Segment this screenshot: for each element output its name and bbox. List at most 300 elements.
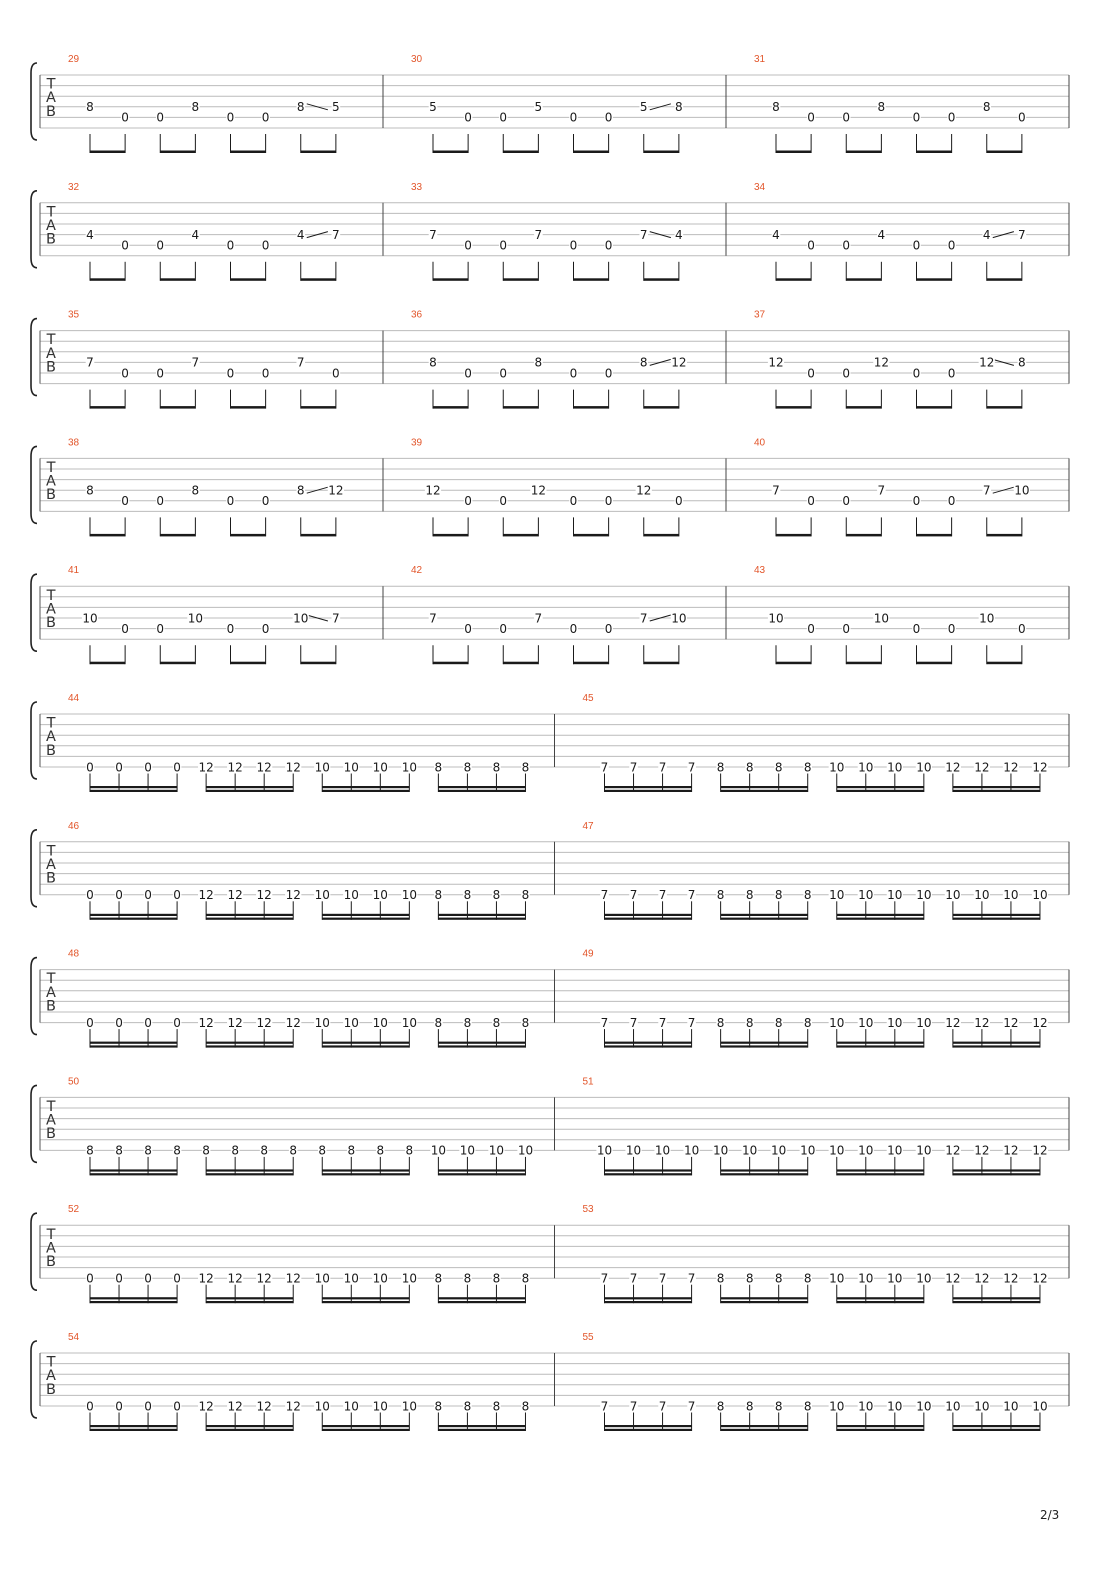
- fret-number: 5: [639, 100, 648, 115]
- fret-number: 0: [842, 621, 851, 636]
- fret-number: 10: [858, 1015, 874, 1030]
- fret-number: 8: [521, 1399, 530, 1414]
- measure-number: 47: [582, 820, 594, 832]
- beat-pair: [768, 356, 816, 409]
- fret-number: 8: [803, 760, 812, 775]
- beam: [953, 1042, 1040, 1044]
- fret-number: 0: [499, 621, 508, 636]
- sixteenth-group: [314, 888, 417, 920]
- fret-number: 8: [803, 1015, 812, 1030]
- tab-clef-letter: T: [46, 1226, 56, 1243]
- beam: [605, 1301, 692, 1303]
- fret-number: 10: [858, 760, 874, 775]
- sixteenth-group: [314, 1272, 417, 1304]
- fret-number: 8: [774, 888, 783, 903]
- beat-pair: [86, 484, 130, 537]
- beat-pair: [499, 484, 547, 537]
- measure: [68, 1204, 555, 1303]
- beam: [837, 914, 924, 916]
- beam: [90, 534, 125, 537]
- fret-number: 4: [877, 227, 886, 242]
- fret-number: 0: [569, 494, 578, 509]
- fret-number: 8: [191, 100, 200, 115]
- measure-number: 38: [68, 437, 80, 449]
- sixteenth-group: [86, 760, 182, 792]
- fret-number: 10: [625, 1143, 642, 1158]
- fret-number: 0: [173, 1399, 181, 1414]
- beam: [837, 1425, 924, 1427]
- fret-number: 12: [198, 1271, 214, 1286]
- tab-system: [31, 54, 1069, 153]
- sixteenth-group: [314, 1016, 417, 1048]
- sixteenth-group: [434, 888, 530, 920]
- system-bracket: [31, 574, 37, 651]
- fret-number: 7: [86, 355, 94, 370]
- fret-number: 7: [687, 760, 696, 775]
- fret-number: 8: [463, 760, 472, 775]
- fret-number: 10: [401, 888, 417, 903]
- beam: [503, 278, 538, 281]
- fret-number: 0: [604, 621, 613, 636]
- fret-number: 10: [1014, 483, 1030, 498]
- beam: [721, 1042, 808, 1044]
- fret-number: 8: [877, 100, 886, 115]
- fret-number: 7: [772, 483, 780, 498]
- sixteenth-group: [600, 888, 696, 920]
- beam: [160, 278, 195, 281]
- beam: [503, 151, 538, 154]
- fret-number: 0: [173, 760, 181, 775]
- measure: [583, 1204, 1070, 1303]
- fret-number: 8: [202, 1143, 210, 1158]
- fret-number: 12: [227, 1271, 243, 1286]
- fret-number: 8: [675, 100, 683, 115]
- tab-system: [31, 437, 1069, 536]
- beat-pair: [842, 100, 886, 153]
- beat-pair: [842, 484, 886, 537]
- fret-number: 8: [434, 1015, 443, 1030]
- fret-number: 7: [629, 760, 638, 775]
- beam: [721, 786, 808, 788]
- fret-number: 0: [115, 1271, 123, 1286]
- beat-pair: [982, 228, 1026, 281]
- fret-number: 10: [979, 611, 995, 626]
- beam: [301, 406, 336, 409]
- sixteenth-group: [945, 760, 1048, 792]
- tab-clef-letter: T: [46, 332, 56, 349]
- fret-number: 12: [425, 483, 441, 498]
- fret-number: 8: [492, 760, 501, 775]
- fret-number: 10: [654, 1143, 671, 1158]
- beam: [721, 918, 808, 920]
- fret-number: 8: [434, 888, 443, 903]
- beat-pair: [156, 484, 200, 537]
- tab-clef-letter: A: [46, 1240, 56, 1257]
- fret-number: 7: [429, 227, 437, 242]
- fret-number: 8: [318, 1143, 327, 1158]
- fret-number: 0: [499, 238, 508, 253]
- fret-number: 10: [596, 1143, 613, 1158]
- tab-clef-letter: T: [46, 204, 56, 221]
- beam: [90, 1045, 177, 1047]
- fret-number: 8: [463, 1399, 472, 1414]
- fret-number: 12: [974, 1271, 990, 1286]
- fret-number: 0: [912, 110, 921, 125]
- measure-number: 29: [68, 54, 80, 65]
- beam: [776, 151, 811, 154]
- sixteenth-group: [86, 1144, 182, 1176]
- measure-number: 39: [411, 437, 423, 449]
- fret-number: 10: [858, 1399, 874, 1414]
- measure: [583, 949, 1070, 1048]
- fret-number: 0: [261, 366, 270, 381]
- sixteenth-group: [430, 1144, 533, 1176]
- sixteenth-group: [829, 1399, 932, 1431]
- tab-clef-letter: T: [46, 587, 56, 604]
- measure-number: 50: [68, 1076, 80, 1088]
- sixteenth-group: [434, 1399, 530, 1431]
- beam: [438, 1173, 525, 1175]
- beam: [917, 151, 952, 154]
- fret-number: 0: [144, 1015, 152, 1030]
- tab-clef-letter: T: [46, 460, 56, 476]
- sixteenth-group: [86, 1016, 182, 1048]
- fret-number: 0: [912, 621, 921, 636]
- sixteenth-group: [716, 1272, 812, 1304]
- fret-number: 5: [534, 100, 543, 115]
- fret-number: 12: [1003, 760, 1019, 775]
- beam: [953, 1297, 1040, 1299]
- fret-number: 10: [771, 1143, 787, 1158]
- fret-number: 8: [1018, 355, 1026, 370]
- fret-number: 10: [974, 888, 990, 903]
- tab-system: [31, 821, 1069, 920]
- fret-number: 8: [429, 355, 437, 370]
- measure: [754, 310, 1069, 409]
- measure-number: 53: [582, 1204, 594, 1216]
- fret-number: 0: [173, 1015, 181, 1030]
- tab-clef-letter: B: [46, 1126, 56, 1143]
- tab-clef-letter: T: [46, 1099, 56, 1115]
- fret-number: 0: [842, 110, 851, 125]
- measure-number: 46: [68, 820, 80, 832]
- fret-number: 0: [115, 888, 123, 903]
- fret-number: 7: [687, 1271, 696, 1286]
- fret-number: 0: [144, 1271, 152, 1286]
- fret-number: 12: [768, 355, 784, 370]
- beam: [917, 662, 952, 665]
- fret-number: 0: [144, 888, 152, 903]
- beam: [90, 662, 125, 665]
- fret-number: 8: [982, 100, 991, 115]
- beam: [605, 1169, 692, 1171]
- beam: [837, 1169, 924, 1171]
- page-number: 2/3: [1040, 1508, 1060, 1522]
- tab-system: [31, 693, 1069, 792]
- fret-number: 12: [227, 1399, 243, 1414]
- system-bracket: [31, 319, 37, 396]
- fret-number: 8: [521, 760, 530, 775]
- fret-number: 10: [372, 1271, 388, 1286]
- measure: [754, 437, 1069, 536]
- fret-number: 10: [372, 888, 388, 903]
- measure: [68, 54, 383, 153]
- fret-number: 7: [296, 355, 305, 370]
- system-bracket: [31, 958, 37, 1035]
- fret-number: 8: [774, 1399, 783, 1414]
- fret-number: 10: [372, 1015, 388, 1030]
- sixteenth-group: [314, 760, 417, 792]
- fret-number: 0: [332, 366, 340, 381]
- fret-number: 7: [600, 1015, 609, 1030]
- beam: [206, 1301, 293, 1303]
- beat-pair: [842, 356, 890, 409]
- beam: [644, 151, 679, 154]
- beam: [438, 1301, 525, 1303]
- fret-number: 7: [600, 1271, 609, 1286]
- sixteenth-group: [86, 1272, 182, 1304]
- fret-number: 0: [1018, 621, 1026, 636]
- fret-number: 7: [982, 483, 991, 498]
- sixteenth-group: [198, 760, 301, 792]
- beam: [503, 534, 538, 537]
- fret-number: 12: [1032, 1143, 1048, 1158]
- fret-number: 10: [887, 1143, 903, 1158]
- fret-number: 10: [1032, 888, 1048, 903]
- beam: [953, 1425, 1040, 1427]
- beam: [846, 151, 881, 154]
- beam: [953, 1173, 1040, 1175]
- beam: [433, 662, 468, 665]
- beam: [322, 1425, 409, 1427]
- beam: [776, 278, 811, 281]
- beam: [953, 1429, 1040, 1431]
- beat-pair: [296, 484, 344, 537]
- system-bracket: [31, 1085, 37, 1162]
- fret-number: 0: [807, 110, 815, 125]
- measure: [411, 310, 726, 409]
- beam: [438, 918, 525, 920]
- beam: [160, 662, 195, 665]
- fret-number: 8: [86, 1143, 94, 1158]
- tab-system: [31, 1332, 1069, 1431]
- fret-number: 12: [285, 1271, 301, 1286]
- fret-number: 8: [86, 483, 94, 498]
- measure-number: 42: [411, 565, 423, 577]
- sixteenth-group: [713, 1144, 816, 1176]
- beam: [644, 534, 679, 537]
- beam: [90, 786, 177, 788]
- sixteenth-group: [314, 1399, 417, 1431]
- fret-number: 0: [947, 366, 956, 381]
- fret-number: 8: [521, 1271, 530, 1286]
- fret-number: 8: [492, 888, 501, 903]
- tab-system: [31, 949, 1069, 1048]
- fret-number: 12: [636, 483, 652, 498]
- fret-number: 0: [947, 621, 956, 636]
- beam: [605, 1173, 692, 1175]
- beam: [438, 1429, 525, 1431]
- sixteenth-group: [829, 888, 932, 920]
- beat-pair: [156, 611, 204, 664]
- fret-number: 12: [227, 760, 243, 775]
- tab-system: [31, 565, 1069, 664]
- tab-clef-letter: T: [46, 715, 56, 732]
- tab-clef-letter: A: [46, 984, 56, 1001]
- measure-number: 51: [582, 1076, 594, 1088]
- beat-pair: [425, 484, 473, 537]
- fret-number: 12: [256, 888, 272, 903]
- beam: [90, 1297, 177, 1299]
- tab-clef-letter: A: [46, 1112, 56, 1129]
- sixteenth-group: [434, 1272, 530, 1304]
- beam: [987, 534, 1022, 537]
- beam: [90, 1173, 177, 1175]
- beam: [322, 1042, 409, 1044]
- fret-number: 12: [945, 1143, 961, 1158]
- beam: [917, 278, 952, 281]
- fret-number: 10: [829, 1143, 845, 1158]
- fret-number: 8: [144, 1143, 152, 1158]
- fret-number: 0: [144, 1399, 152, 1414]
- beam: [206, 1042, 293, 1044]
- fret-number: 0: [144, 760, 152, 775]
- beat-pair: [499, 100, 543, 153]
- fret-number: 10: [372, 1399, 388, 1414]
- fret-number: 7: [534, 611, 543, 626]
- fret-number: 10: [343, 1399, 359, 1414]
- sixteenth-group: [600, 1399, 696, 1431]
- beam: [90, 790, 177, 792]
- fret-number: 0: [569, 621, 578, 636]
- fret-number: 0: [156, 110, 165, 125]
- system-bracket: [31, 1341, 37, 1418]
- measure: [754, 54, 1069, 153]
- fret-number: 7: [629, 888, 638, 903]
- fret-number: 0: [156, 494, 165, 509]
- beat-pair: [768, 611, 816, 664]
- fret-number: 10: [916, 1015, 932, 1030]
- fret-number: 10: [887, 1399, 903, 1414]
- sixteenth-group: [716, 888, 812, 920]
- fret-number: 10: [343, 888, 359, 903]
- fret-number: 10: [459, 1143, 476, 1158]
- fret-number: 10: [314, 1015, 330, 1030]
- sixteenth-group: [829, 760, 932, 792]
- beam: [837, 1297, 924, 1299]
- fret-number: 8: [639, 355, 648, 370]
- fret-number: 7: [600, 1399, 609, 1414]
- beam: [953, 790, 1040, 792]
- system-bracket: [31, 830, 37, 907]
- sixteenth-group: [945, 888, 1048, 920]
- beam: [953, 1301, 1040, 1303]
- sixteenth-group: [600, 760, 696, 792]
- beam: [837, 1173, 924, 1175]
- fret-number: 7: [639, 227, 648, 242]
- measure-number: 32: [68, 181, 80, 193]
- beam: [160, 534, 195, 537]
- beam: [837, 790, 924, 792]
- measure: [68, 182, 383, 281]
- fret-number: 0: [912, 494, 921, 509]
- beam: [721, 1301, 808, 1303]
- beam: [721, 1429, 808, 1431]
- beam: [846, 662, 881, 665]
- sixteenth-group: [829, 1144, 932, 1176]
- beat-pair: [499, 611, 543, 664]
- beam: [206, 1173, 293, 1175]
- measure-number: 35: [68, 309, 80, 321]
- fret-number: 10: [82, 611, 98, 626]
- fret-number: 0: [807, 366, 815, 381]
- beat-pair: [296, 100, 340, 153]
- beam: [987, 278, 1022, 281]
- beam: [837, 1045, 924, 1047]
- fret-number: 7: [687, 888, 696, 903]
- beam: [837, 1429, 924, 1431]
- fret-number: 10: [829, 760, 845, 775]
- fret-number: 0: [226, 366, 235, 381]
- fret-number: 8: [803, 1399, 812, 1414]
- beam: [837, 1042, 924, 1044]
- beam: [574, 662, 609, 665]
- beam: [322, 918, 409, 920]
- fret-number: 0: [842, 366, 851, 381]
- fret-number: 7: [877, 483, 886, 498]
- fret-number: 8: [772, 100, 780, 115]
- sixteenth-group: [434, 1016, 530, 1048]
- beam: [837, 918, 924, 920]
- fret-number: 0: [121, 366, 129, 381]
- fret-number: 10: [401, 1015, 417, 1030]
- fret-number: 10: [829, 1399, 845, 1414]
- fret-number: 8: [803, 1271, 812, 1286]
- fret-number: 7: [600, 888, 609, 903]
- fret-number: 5: [429, 100, 437, 115]
- fret-number: 0: [499, 110, 508, 125]
- fret-number: 10: [314, 1271, 330, 1286]
- fret-number: 8: [492, 1399, 501, 1414]
- beam: [721, 1297, 808, 1299]
- measure-number: 36: [411, 309, 423, 321]
- fret-number: 8: [803, 888, 812, 903]
- fret-number: 0: [226, 110, 235, 125]
- beam: [438, 1169, 525, 1171]
- fret-number: 12: [1003, 1015, 1019, 1030]
- fret-number: 0: [807, 621, 815, 636]
- beam: [433, 534, 468, 537]
- fret-number: 4: [86, 227, 94, 242]
- fret-number: 12: [285, 888, 301, 903]
- fret-number: 10: [712, 1143, 729, 1158]
- beat-pair: [639, 228, 683, 281]
- fret-number: 8: [115, 1143, 123, 1158]
- sixteenth-group: [600, 1016, 696, 1048]
- beam: [574, 534, 609, 537]
- fret-number: 12: [256, 1271, 272, 1286]
- fret-number: 7: [658, 888, 667, 903]
- sixteenth-group: [945, 1144, 1048, 1176]
- fret-number: 7: [629, 1015, 638, 1030]
- fret-number: 12: [873, 355, 890, 370]
- fret-number: 0: [947, 494, 956, 509]
- fret-number: 0: [912, 238, 921, 253]
- tab-clef-letter: A: [46, 729, 56, 746]
- fret-number: 8: [173, 1143, 181, 1158]
- fret-number: 0: [226, 494, 235, 509]
- fret-number: 12: [979, 355, 995, 370]
